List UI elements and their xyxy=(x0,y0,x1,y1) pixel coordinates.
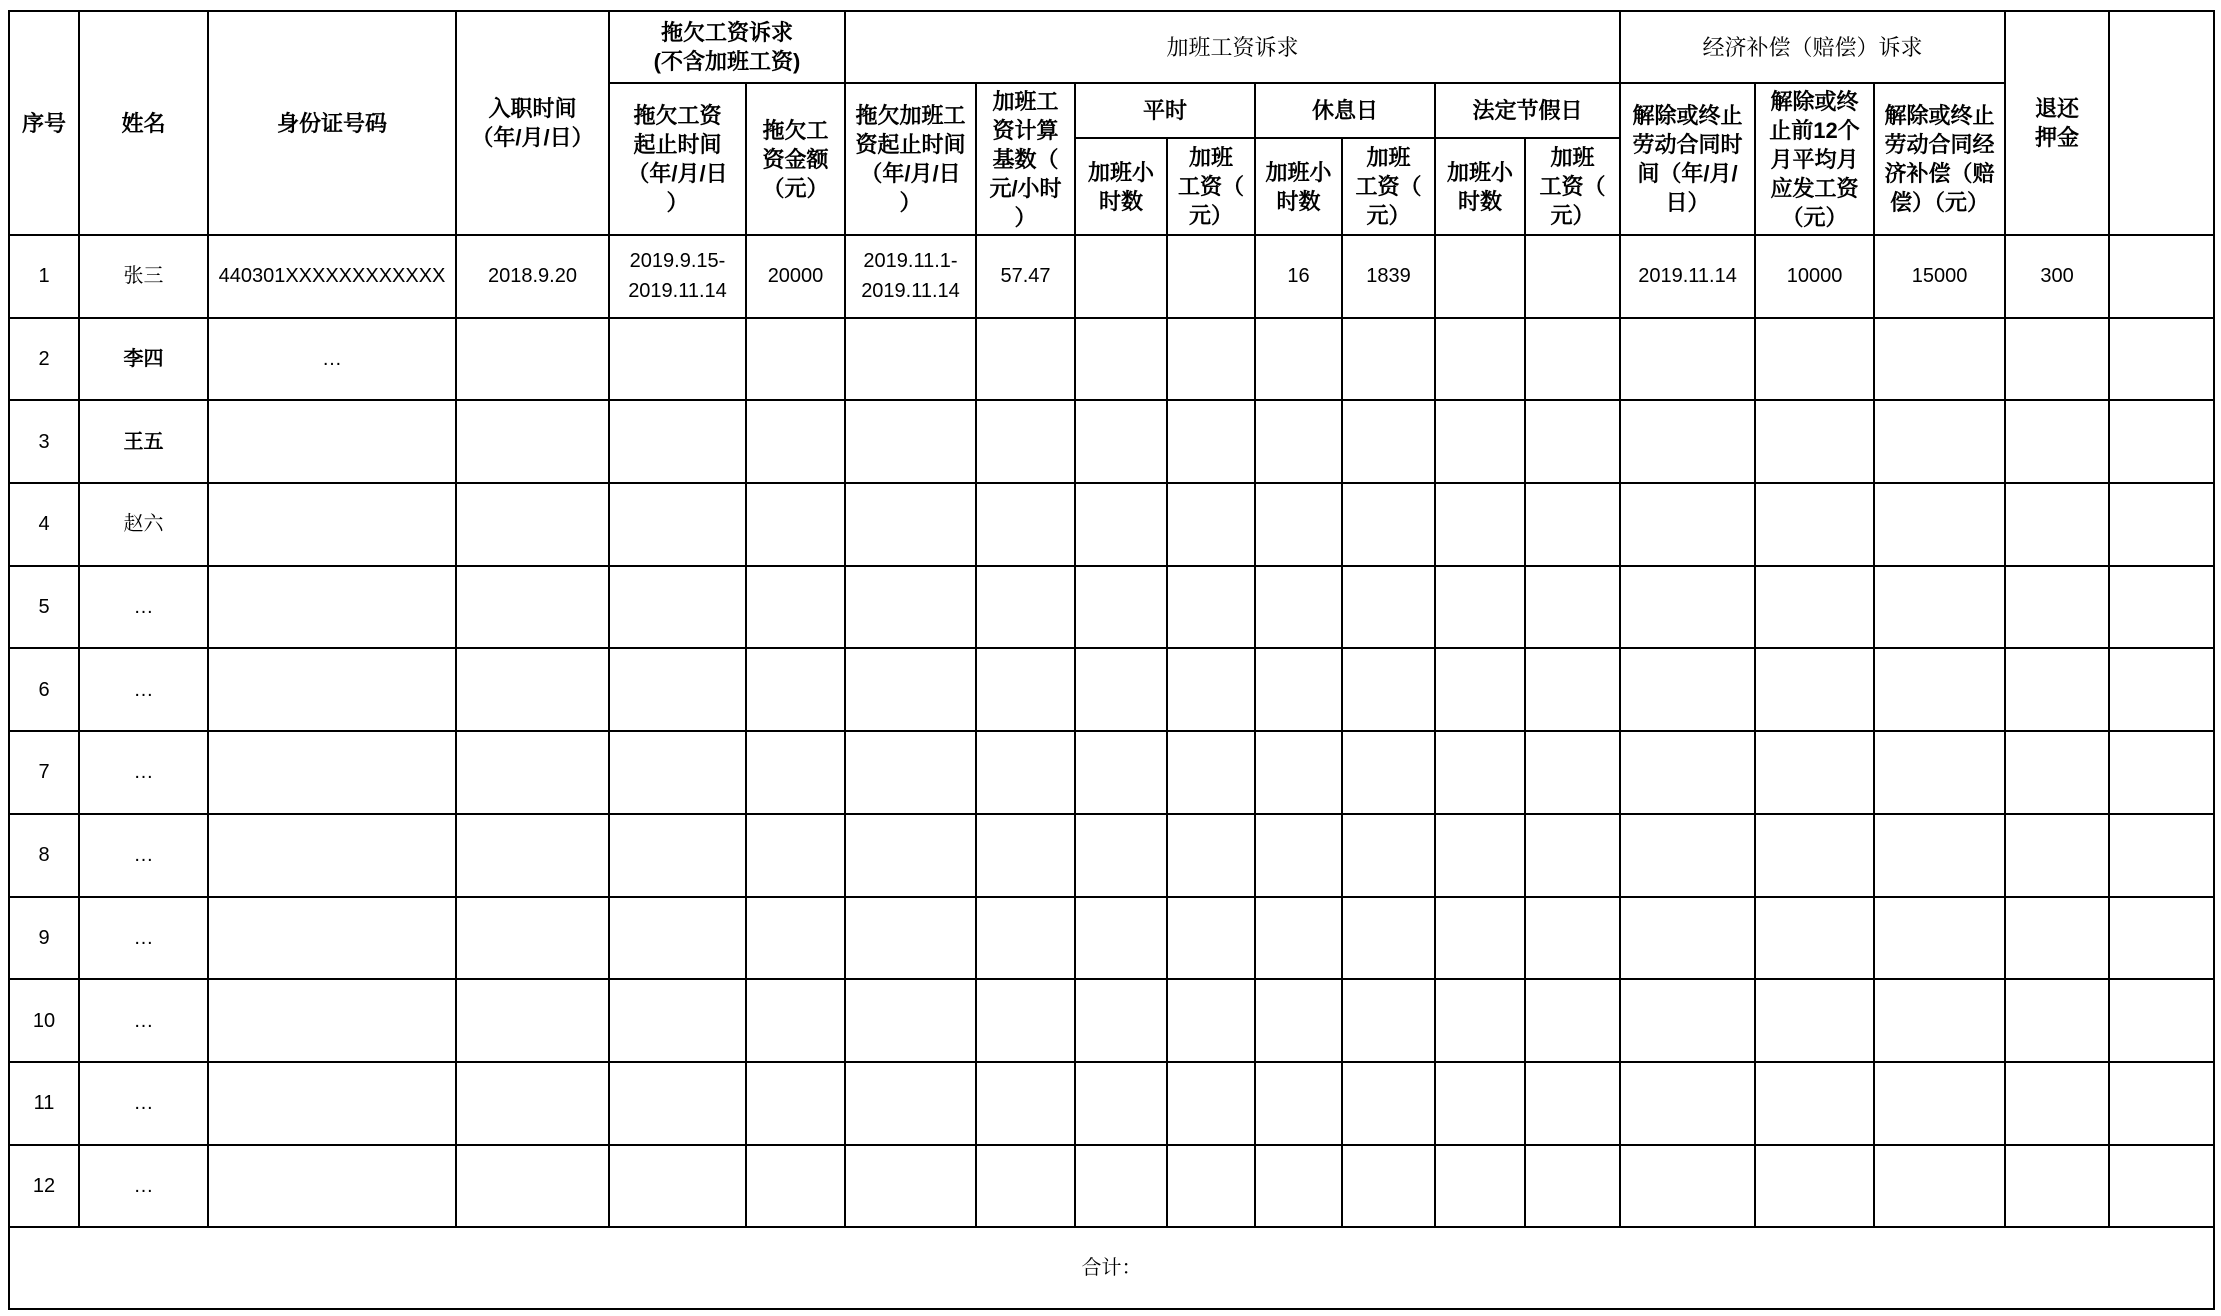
header-rest-day-hours: 加班小 时数 xyxy=(1255,138,1342,235)
cell-restday-pay xyxy=(1342,483,1435,566)
cell-restday-pay xyxy=(1342,400,1435,483)
cell-unpaid-wage-amount xyxy=(746,400,845,483)
cell-seq: 4 xyxy=(9,483,79,566)
cell-unpaid-wage-period xyxy=(609,483,746,566)
cell-unpaid-wage-period: 2019.9.15-2019.11.14 xyxy=(609,235,746,318)
cell-name: … xyxy=(79,897,208,980)
cell-unpaid-wage-period xyxy=(609,1062,746,1145)
cell-unpaid-wage-period xyxy=(609,318,746,401)
cell-restday-pay xyxy=(1342,814,1435,897)
header-name: 姓名 xyxy=(79,11,208,235)
cell-unpaid-wage-period xyxy=(609,979,746,1062)
cell-termination-date: 2019.11.14 xyxy=(1620,235,1755,318)
cell-weekday-hours xyxy=(1075,318,1167,401)
header-termination-date: 解除或终止 劳动合同时 间（年/月/ 日） xyxy=(1620,83,1755,235)
cell-holiday-pay xyxy=(1525,1062,1620,1145)
cell-seq: 9 xyxy=(9,897,79,980)
cell-weekday-hours xyxy=(1075,235,1167,318)
cell-deposit-refund xyxy=(2005,648,2109,731)
cell-avg-monthly-wage xyxy=(1755,400,1874,483)
cell-unpaid-wage-amount xyxy=(746,648,845,731)
cell-hire-date xyxy=(456,897,609,980)
cell-id-number xyxy=(208,1062,456,1145)
cell-restday-pay xyxy=(1342,1145,1435,1228)
cell-extra xyxy=(2109,814,2214,897)
cell-avg-monthly-wage xyxy=(1755,483,1874,566)
header-hire-date: 入职时间 （年/月/日） xyxy=(456,11,609,235)
cell-weekday-pay xyxy=(1167,979,1255,1062)
cell-holiday-hours xyxy=(1435,648,1525,731)
cell-weekday-pay xyxy=(1167,1062,1255,1145)
cell-overtime-base xyxy=(976,318,1075,401)
cell-compensation-amount xyxy=(1874,566,2005,649)
cell-seq: 10 xyxy=(9,979,79,1062)
cell-hire-date xyxy=(456,979,609,1062)
cell-weekday-pay xyxy=(1167,400,1255,483)
cell-deposit-refund xyxy=(2005,400,2109,483)
cell-name: 王五 xyxy=(79,400,208,483)
header-seq: 序号 xyxy=(9,11,79,235)
cell-compensation-amount xyxy=(1874,731,2005,814)
cell-overtime-base xyxy=(976,979,1075,1062)
cell-avg-monthly-wage xyxy=(1755,731,1874,814)
header-overtime-claim: 加班工资诉求 xyxy=(845,11,1620,83)
cell-weekday-hours xyxy=(1075,566,1167,649)
cell-seq: 2 xyxy=(9,318,79,401)
cell-name: 李四 xyxy=(79,318,208,401)
cell-deposit-refund xyxy=(2005,566,2109,649)
cell-unpaid-wage-amount xyxy=(746,318,845,401)
cell-holiday-hours xyxy=(1435,318,1525,401)
cell-name: … xyxy=(79,731,208,814)
table-row xyxy=(9,483,2214,566)
cell-deposit-refund xyxy=(2005,1145,2109,1228)
cell-deposit-refund: 300 xyxy=(2005,235,2109,318)
cell-termination-date xyxy=(1620,897,1755,980)
table-row xyxy=(9,566,2214,649)
cell-holiday-hours xyxy=(1435,979,1525,1062)
cell-weekday-hours xyxy=(1075,1145,1167,1228)
cell-holiday-pay xyxy=(1525,566,1620,649)
cell-extra xyxy=(2109,1145,2214,1228)
cell-termination-date xyxy=(1620,1062,1755,1145)
cell-extra xyxy=(2109,1062,2214,1145)
cell-overtime-base: 57.47 xyxy=(976,235,1075,318)
cell-name: … xyxy=(79,1145,208,1228)
cell-restday-hours xyxy=(1255,814,1342,897)
cell-holiday-hours xyxy=(1435,566,1525,649)
header-avg-monthly-wage: 解除或终 止前12个 月平均月 应发工资 （元） xyxy=(1755,83,1874,235)
cell-holiday-pay xyxy=(1525,318,1620,401)
header-row-1 xyxy=(9,11,2214,83)
header-rest-day-pay: 加班 工资（ 元） xyxy=(1342,138,1435,235)
cell-seq: 1 xyxy=(9,235,79,318)
header-weekday-hours: 加班小 时数 xyxy=(1075,138,1167,235)
cell-overtime-period xyxy=(845,1062,976,1145)
cell-holiday-hours xyxy=(1435,897,1525,980)
cell-extra xyxy=(2109,318,2214,401)
cell-avg-monthly-wage xyxy=(1755,566,1874,649)
cell-unpaid-wage-amount xyxy=(746,566,845,649)
cell-weekday-pay xyxy=(1167,235,1255,318)
cell-overtime-base xyxy=(976,648,1075,731)
cell-holiday-hours xyxy=(1435,814,1525,897)
cell-unpaid-wage-period xyxy=(609,400,746,483)
cell-overtime-period xyxy=(845,648,976,731)
cell-hire-date: 2018.9.20 xyxy=(456,235,609,318)
cell-restday-pay xyxy=(1342,731,1435,814)
cell-restday-pay xyxy=(1342,318,1435,401)
cell-unpaid-wage-period xyxy=(609,731,746,814)
header-compensation-amount: 解除或终止 劳动合同经 济补偿（赔 偿）（元） xyxy=(1874,83,2005,235)
cell-restday-pay xyxy=(1342,648,1435,731)
cell-weekday-hours xyxy=(1075,648,1167,731)
cell-overtime-base xyxy=(976,731,1075,814)
cell-compensation-amount xyxy=(1874,318,2005,401)
cell-overtime-period xyxy=(845,400,976,483)
header-overtime-base: 加班工 资计算 基数（ 元/小时 ） xyxy=(976,83,1075,235)
cell-restday-hours xyxy=(1255,979,1342,1062)
table-row xyxy=(9,1145,2214,1228)
cell-name: … xyxy=(79,1062,208,1145)
cell-id-number xyxy=(208,483,456,566)
cell-restday-hours: 16 xyxy=(1255,235,1342,318)
cell-overtime-base xyxy=(976,1145,1075,1228)
cell-holiday-hours xyxy=(1435,483,1525,566)
cell-hire-date xyxy=(456,731,609,814)
cell-holiday-pay xyxy=(1525,731,1620,814)
cell-termination-date xyxy=(1620,318,1755,401)
cell-extra xyxy=(2109,731,2214,814)
cell-termination-date xyxy=(1620,1145,1755,1228)
cell-extra xyxy=(2109,566,2214,649)
cell-unpaid-wage-amount xyxy=(746,897,845,980)
cell-termination-date xyxy=(1620,566,1755,649)
cell-overtime-base xyxy=(976,814,1075,897)
table-header xyxy=(9,11,2214,235)
cell-unpaid-wage-period xyxy=(609,897,746,980)
cell-extra xyxy=(2109,897,2214,980)
cell-id-number xyxy=(208,897,456,980)
cell-restday-pay: 1839 xyxy=(1342,235,1435,318)
cell-weekday-pay xyxy=(1167,566,1255,649)
cell-unpaid-wage-amount xyxy=(746,731,845,814)
cell-restday-pay xyxy=(1342,979,1435,1062)
cell-deposit-refund xyxy=(2005,979,2109,1062)
cell-weekday-hours xyxy=(1075,897,1167,980)
cell-termination-date xyxy=(1620,979,1755,1062)
cell-avg-monthly-wage xyxy=(1755,318,1874,401)
cell-restday-hours xyxy=(1255,483,1342,566)
cell-id-number xyxy=(208,400,456,483)
table-row xyxy=(9,731,2214,814)
cell-name: … xyxy=(79,814,208,897)
cell-extra xyxy=(2109,648,2214,731)
cell-termination-date xyxy=(1620,648,1755,731)
header-unpaid-wage-claim: 拖欠工资诉求 (不含加班工资) xyxy=(609,11,845,83)
table-footer xyxy=(9,1227,2214,1309)
cell-holiday-hours xyxy=(1435,1145,1525,1228)
cell-extra xyxy=(2109,400,2214,483)
cell-deposit-refund xyxy=(2005,731,2109,814)
header-extra-column xyxy=(2109,11,2214,235)
cell-avg-monthly-wage xyxy=(1755,814,1874,897)
cell-compensation-amount xyxy=(1874,897,2005,980)
cell-weekday-pay xyxy=(1167,648,1255,731)
table-row xyxy=(9,235,2214,318)
header-holiday: 法定节假日 xyxy=(1435,83,1620,138)
cell-weekday-hours xyxy=(1075,814,1167,897)
cell-weekday-pay xyxy=(1167,318,1255,401)
cell-hire-date xyxy=(456,814,609,897)
cell-holiday-pay xyxy=(1525,235,1620,318)
cell-unpaid-wage-period xyxy=(609,1145,746,1228)
cell-seq: 12 xyxy=(9,1145,79,1228)
cell-avg-monthly-wage xyxy=(1755,1145,1874,1228)
cell-unpaid-wage-amount xyxy=(746,483,845,566)
cell-name: … xyxy=(79,648,208,731)
cell-extra xyxy=(2109,235,2214,318)
cell-holiday-hours xyxy=(1435,731,1525,814)
total-label: 合计： xyxy=(9,1227,2214,1309)
cell-overtime-base xyxy=(976,566,1075,649)
cell-restday-hours xyxy=(1255,1145,1342,1228)
cell-overtime-period xyxy=(845,814,976,897)
header-id-number: 身份证号码 xyxy=(208,11,456,235)
cell-compensation-amount xyxy=(1874,1145,2005,1228)
cell-restday-pay xyxy=(1342,1062,1435,1145)
cell-deposit-refund xyxy=(2005,1062,2109,1145)
header-unpaid-wage-period: 拖欠工资 起止时间 （年/月/日 ） xyxy=(609,83,746,235)
cell-restday-hours xyxy=(1255,648,1342,731)
header-weekday-pay: 加班 工资（ 元） xyxy=(1167,138,1255,235)
header-rest-day: 休息日 xyxy=(1255,83,1435,138)
cell-hire-date xyxy=(456,400,609,483)
cell-weekday-hours xyxy=(1075,1062,1167,1145)
cell-restday-hours xyxy=(1255,731,1342,814)
cell-extra xyxy=(2109,483,2214,566)
cell-holiday-pay xyxy=(1525,483,1620,566)
cell-holiday-pay xyxy=(1525,400,1620,483)
cell-unpaid-wage-amount xyxy=(746,1062,845,1145)
cell-compensation-amount: 15000 xyxy=(1874,235,2005,318)
cell-unpaid-wage-amount xyxy=(746,979,845,1062)
cell-name: 赵六 xyxy=(79,483,208,566)
cell-termination-date xyxy=(1620,814,1755,897)
table-row xyxy=(9,814,2214,897)
cell-id-number xyxy=(208,731,456,814)
cell-restday-hours xyxy=(1255,566,1342,649)
cell-overtime-base xyxy=(976,483,1075,566)
cell-compensation-amount xyxy=(1874,1062,2005,1145)
cell-overtime-period xyxy=(845,731,976,814)
cell-id-number xyxy=(208,979,456,1062)
cell-unpaid-wage-amount: 20000 xyxy=(746,235,845,318)
cell-weekday-hours xyxy=(1075,483,1167,566)
table-row xyxy=(9,400,2214,483)
cell-name: … xyxy=(79,979,208,1062)
cell-compensation-amount xyxy=(1874,400,2005,483)
table-row xyxy=(9,1062,2214,1145)
cell-avg-monthly-wage xyxy=(1755,897,1874,980)
cell-restday-pay xyxy=(1342,566,1435,649)
header-deposit-refund: 退还 押金 xyxy=(2005,11,2109,235)
cell-overtime-base xyxy=(976,400,1075,483)
cell-holiday-hours xyxy=(1435,235,1525,318)
cell-unpaid-wage-amount xyxy=(746,1145,845,1228)
table-row xyxy=(9,979,2214,1062)
cell-hire-date xyxy=(456,318,609,401)
cell-weekday-pay xyxy=(1167,897,1255,980)
cell-hire-date xyxy=(456,1145,609,1228)
cell-termination-date xyxy=(1620,483,1755,566)
cell-overtime-period xyxy=(845,566,976,649)
header-holiday-hours: 加班小 时数 xyxy=(1435,138,1525,235)
table-row xyxy=(9,648,2214,731)
cell-hire-date xyxy=(456,1062,609,1145)
cell-id-number xyxy=(208,648,456,731)
cell-termination-date xyxy=(1620,731,1755,814)
cell-seq: 11 xyxy=(9,1062,79,1145)
header-unpaid-wage-amount: 拖欠工 资金额 （元） xyxy=(746,83,845,235)
cell-restday-hours xyxy=(1255,897,1342,980)
cell-compensation-amount xyxy=(1874,483,2005,566)
cell-holiday-pay xyxy=(1525,897,1620,980)
cell-weekday-hours xyxy=(1075,979,1167,1062)
cell-weekday-pay xyxy=(1167,731,1255,814)
cell-overtime-period xyxy=(845,897,976,980)
table-row xyxy=(9,318,2214,401)
cell-unpaid-wage-amount xyxy=(746,814,845,897)
cell-avg-monthly-wage: 10000 xyxy=(1755,235,1874,318)
cell-avg-monthly-wage xyxy=(1755,1062,1874,1145)
cell-name: … xyxy=(79,566,208,649)
cell-deposit-refund xyxy=(2005,318,2109,401)
cell-weekday-hours xyxy=(1075,731,1167,814)
cell-restday-hours xyxy=(1255,1062,1342,1145)
table-body xyxy=(9,235,2214,1227)
cell-deposit-refund xyxy=(2005,897,2109,980)
cell-id-number: 440301XXXXXXXXXXXX xyxy=(208,235,456,318)
cell-holiday-pay xyxy=(1525,979,1620,1062)
header-holiday-pay: 加班 工资（ 元） xyxy=(1525,138,1620,235)
cell-restday-hours xyxy=(1255,400,1342,483)
cell-weekday-pay xyxy=(1167,483,1255,566)
cell-hire-date xyxy=(456,483,609,566)
cell-holiday-pay xyxy=(1525,1145,1620,1228)
cell-unpaid-wage-period xyxy=(609,566,746,649)
cell-holiday-pay xyxy=(1525,814,1620,897)
cell-id-number xyxy=(208,814,456,897)
cell-avg-monthly-wage xyxy=(1755,979,1874,1062)
total-row xyxy=(9,1227,2214,1309)
cell-weekday-pay xyxy=(1167,814,1255,897)
cell-deposit-refund xyxy=(2005,814,2109,897)
cell-weekday-hours xyxy=(1075,400,1167,483)
cell-holiday-hours xyxy=(1435,400,1525,483)
cell-seq: 5 xyxy=(9,566,79,649)
cell-overtime-period xyxy=(845,318,976,401)
cell-hire-date xyxy=(456,648,609,731)
cell-restday-hours xyxy=(1255,318,1342,401)
cell-overtime-period xyxy=(845,979,976,1062)
cell-termination-date xyxy=(1620,400,1755,483)
cell-overtime-base xyxy=(976,1062,1075,1145)
cell-holiday-hours xyxy=(1435,1062,1525,1145)
cell-id-number xyxy=(208,566,456,649)
cell-seq: 6 xyxy=(9,648,79,731)
cell-overtime-base xyxy=(976,897,1075,980)
cell-compensation-amount xyxy=(1874,648,2005,731)
cell-overtime-period xyxy=(845,1145,976,1228)
cell-holiday-pay xyxy=(1525,648,1620,731)
cell-overtime-period xyxy=(845,483,976,566)
cell-unpaid-wage-period xyxy=(609,648,746,731)
header-compensation-claim: 经济补偿（赔偿）诉求 xyxy=(1620,11,2005,83)
cell-unpaid-wage-period xyxy=(609,814,746,897)
wage-claims-table xyxy=(8,10,2215,1310)
cell-seq: 7 xyxy=(9,731,79,814)
cell-overtime-period: 2019.11.1-2019.11.14 xyxy=(845,235,976,318)
cell-weekday-pay xyxy=(1167,1145,1255,1228)
header-overtime-period: 拖欠加班工 资起止时间 （年/月/日 ） xyxy=(845,83,976,235)
cell-compensation-amount xyxy=(1874,814,2005,897)
cell-avg-monthly-wage xyxy=(1755,648,1874,731)
cell-restday-pay xyxy=(1342,897,1435,980)
cell-deposit-refund xyxy=(2005,483,2109,566)
header-weekday: 平时 xyxy=(1075,83,1255,138)
cell-seq: 8 xyxy=(9,814,79,897)
cell-extra xyxy=(2109,979,2214,1062)
cell-id-number xyxy=(208,1145,456,1228)
table-row xyxy=(9,897,2214,980)
cell-seq: 3 xyxy=(9,400,79,483)
cell-id-number: … xyxy=(208,318,456,401)
cell-compensation-amount xyxy=(1874,979,2005,1062)
cell-name: 张三 xyxy=(79,235,208,318)
cell-hire-date xyxy=(456,566,609,649)
